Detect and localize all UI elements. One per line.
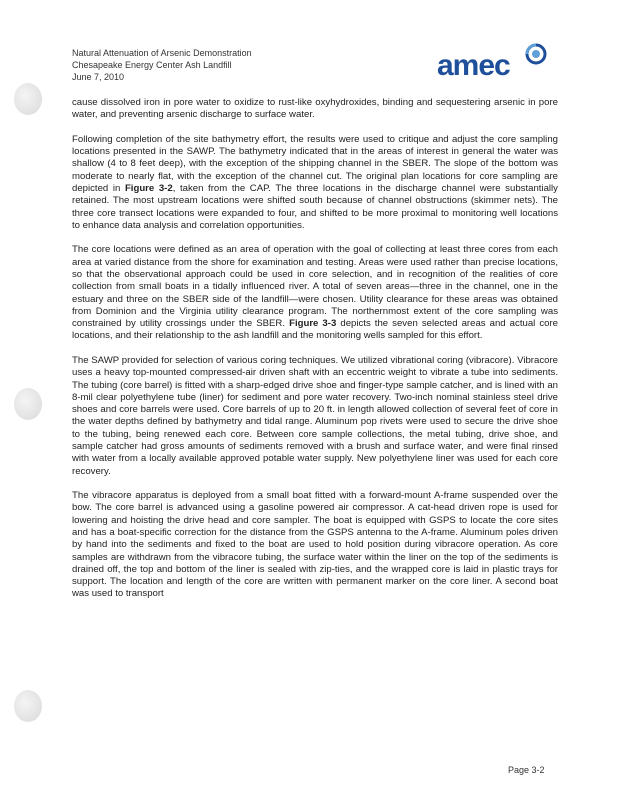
figure-reference: Figure 3-2 (124, 182, 173, 194)
header-title: Natural Attenuation of Arsenic Demonstration (72, 48, 252, 58)
paragraph: Following completion of the site bathymetry effort, the results were used to critique and adjust the core sampling locations presented in the SAWP. The bathymetry indicated that in the areas of interest in general the water was shallow (4 to 8 feet deep), with the exception of the shipping channel in the SBER. The slope of the bottom was moderate to nearly flat, with the exception of the channel cut. The original plan locations for core sampling are depicted in Figure 3-2, taken from the CAP. The three locations in the discharge channel were substantially retained. The most upstream locations were shifted south because of channel obstructions (skimmer nets). The three core transect locations were expanded to four, and shifted to be more proximal to monitoring well locations to enhance data analysis and correlation opportunities. (72, 133, 558, 231)
figure-reference: Figure 3-3 (289, 318, 337, 330)
paragraph: cause dissolved iron in pore water to oxidize to rust-like oxyhydroxides, binding and sequestering arsenic in pore water, and preventing arsenic discharge to surface water. (72, 97, 558, 121)
binder-hole (14, 388, 42, 420)
binder-hole (14, 690, 42, 722)
document-body (72, 97, 558, 613)
page-number: Page 3-2 (508, 765, 545, 775)
amec-logo (437, 43, 549, 87)
paragraph: The SAWP provided for selection of various coring techniques. We utilized vibrational coring (vibracore). Vibracore uses a heavy top-mounted compressed-air driven shaft with an eccentric weight to vibrate a tube into sediments. The tubing (core barrel) is fitted with a sharp-edged drive shoe and finger-type sample catcher, and is lined with an 8-mil clear polyethylene tube (liner) for sediment and pore water recovery. Two-inch nominal stainless steel drive shoes and core barrels were used. Core barrels of up to 20 ft. in length allowed collection of several feet of core in the water depths defined by bathymetry and tidal range. Aluminum pop rivets were used to secure the drive shoe to the tubing, being renewed each core. Between core sample collections, the metal tubing, drive shoe, and sample catcher had gross amounts of sediments removed with a brush and surface water, and were final rinsed with water from a locally available approved potable water supply. New polyethylene liner was used for each core recovery. (72, 354, 558, 477)
header-site: Chesapeake Energy Center Ash Landfill (72, 60, 232, 70)
paragraph: The vibracore apparatus is deployed from a small boat fitted with a forward-mount A-frame suspended over the bow. The core barrel is advanced using a gasoline powered air compressor. A cat-head driven rope is used for lowering and hoisting the drive head and core sampler. The boat is equipped with GSPS to locate the core sites and has a boat-specific correction for the distance from the GSPS antenna to the A-frame. Aluminum poles driven by hand into the sediments and fixed to the boat are used to hold position during vibracore operation. As core samples are withdrawn from the vibracore tubing, the surface water within the liner on the top of the sediments is drained off, the top and bottom of the liner is sealed with zip-ties, and the wrapped core is laid in plastic trays for support. The location and length of the core are written with permanent marker on the core liner. A second boat was used to transport (72, 490, 558, 600)
amec-swirl-logo-icon (525, 43, 547, 65)
binder-hole (14, 83, 42, 115)
document-header (72, 47, 252, 83)
logo-wordmark: amec (437, 49, 510, 82)
header-date: June 7, 2010 (72, 72, 125, 82)
paragraph: The core locations were defined as an area of operation with the goal of collecting at least three cores from each area at varied distance from the shore for examination and testing. Areas were used rather than precise locations, so that the observational approach could be used in core selection, and in recognition of the realities of core collection from small boats in a tidally influenced river. A total of seven areas—three in the channel, one in the estuary and three on the SBER side of the landfill—were chosen. Utility clearance for these areas was obtained from Dominion and the Virginia utility clearance program. The northernmost extent of the core sampling was constrained by utility crossings under the SBER. Figure 3-3 depicts the seven selected areas and actual core locations, and their relationship to the ash landfill and the monitoring wells sampled for this effort. (72, 244, 558, 342)
